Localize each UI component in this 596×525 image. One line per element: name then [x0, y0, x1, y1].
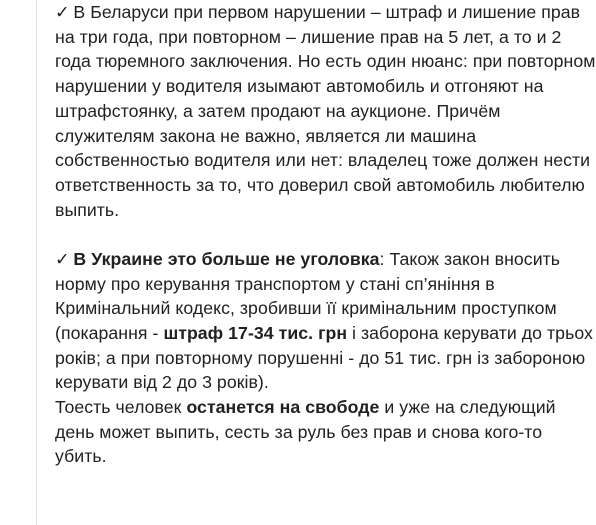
belarus-text: В Беларуси при первом нарушении – штраф и лишение прав на три года, при повторном – лишение прав на 5 лет, а то и 2 года тюремного заключения. Но есть один нюанс: при повторном нарушении у водителя изымают автомобиль и отгоняют на штрафстоянку, а затем продают на аукционе. Причём служителям закона не важно, является ли машина собственностью водителя или нет: владелец тоже должен нести ответственность за то, что доверил свой автомобиль любителю выпить. — [55, 2, 596, 220]
ukraine-text-1: : Також закон вносить норму про керування транспортом у стані сп’яніння в Кримінальний кодекс, зробивши її кримінальним проступком (покарання - — [55, 248, 561, 343]
paragraph-spacer — [55, 222, 596, 247]
belarus-paragraph — [55, 0, 596, 222]
checkmark-icon: ✓ — [55, 2, 70, 22]
ukraine-text-2: і заборона керувати до трьох років; а при повторному порушенні - до 51 тис. грн із забороною керувати від 2 до 3 років). — [55, 322, 593, 393]
conclusion-text-2: и уже на следующий день может выпить, сесть за руль без прав и снова кого-то убить. — [55, 397, 556, 467]
conclusion-paragraph — [55, 395, 596, 469]
conclusion-bold: останется на свободе — [186, 397, 380, 418]
post-card — [36, 0, 596, 525]
ukraine-heading: В Украине это больше не уголовка — [73, 248, 380, 269]
conclusion-text-1: Тоесть человек — [55, 397, 187, 418]
checkmark-icon: ✓ — [55, 248, 70, 269]
ukraine-paragraph — [55, 247, 596, 395]
ukraine-fine: штраф 17-34 тис. грн — [163, 322, 348, 343]
